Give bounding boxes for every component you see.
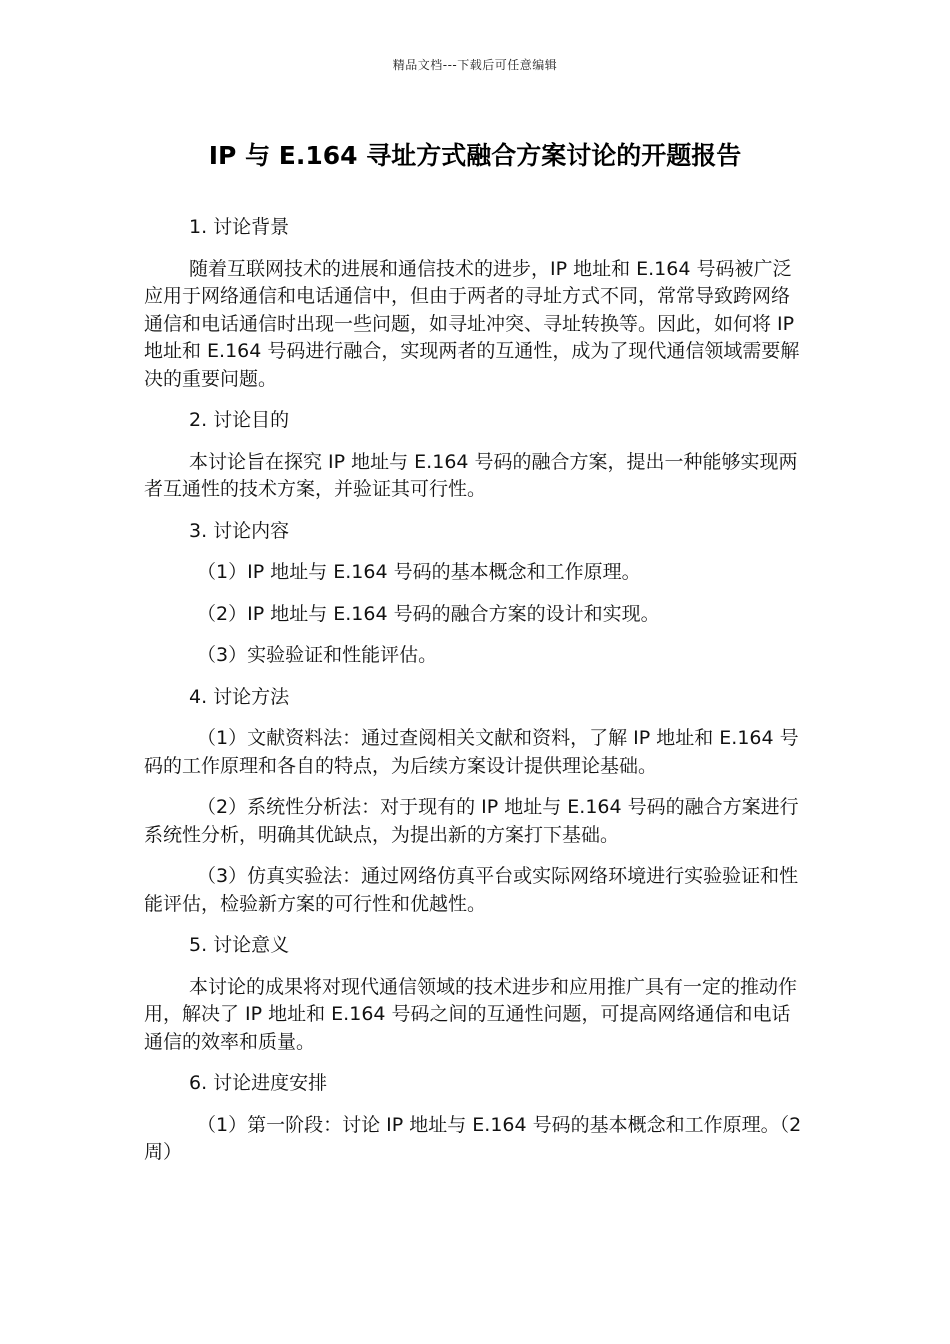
paragraph-significance: 本讨论的成果将对现代通信领域的技术进步和应用推广具有一定的推动作用，解决了 IP 地址和 E.164 号码之间的互通性问题，可提高网络通信和电话通信的效率和质量。 (144, 975, 798, 1053)
list-item: （1）文献资料法：通过查阅相关文献和资料，了解 IP 地址和 E.164 号码的工作原理和各自的特点，为后续方案设计提供理论基础。 (144, 727, 799, 777)
paragraph-background: 随着互联网技术的进展和通信技术的进步，IP 地址和 E.164 号码被广泛应用于网络通信和电话通信中，但由于两者的寻址方式不同，常常导致跨网络通信和电话通信时出现一些问题，如寻址冲突、寻址转换等。因此，如何将 IP 地址和 E.164 号码进行融合，实现两者的互通性，成为了现代通信领域需要解决的重要问题。 (144, 257, 800, 390)
section-heading-content: 3. 讨论内容 (189, 519, 290, 542)
section-heading-significance: 5. 讨论意义 (189, 934, 290, 956)
section-heading-methods: 4. 讨论方法 (189, 685, 290, 708)
list-item: （2）IP 地址与 E.164 号码的融合方案的设计和实现。 (197, 602, 660, 625)
list-item: （3）仿真实验法：通过网络仿真平台或实际网络环境进行实验验证和性能评估，检验新方案的可行性和优越性。 (144, 865, 799, 915)
paragraph-purpose: 本讨论旨在探究 IP 地址与 E.164 号码的融合方案，提出一种能够实现两者互通性的技术方案，并验证其可行性。 (144, 450, 798, 500)
list-item: （1）第一阶段：讨论 IP 地址与 E.164 号码的基本概念和工作原理。（2 周） (144, 1113, 802, 1163)
document-body (144, 214, 808, 1181)
section-heading-schedule: 6. 讨论进度安排 (189, 1072, 328, 1094)
section-heading-purpose: 2. 讨论目的 (189, 409, 290, 431)
document-title: IP 与 E.164 寻址方式融合方案讨论的开题报告 (208, 141, 742, 170)
section-heading-background: 1. 讨论背景 (189, 216, 290, 238)
list-item: （2）系统性分析法：对于现有的 IP 地址与 E.164 号码的融合方案进行系统性分析，明确其优缺点，为提出新的方案打下基础。 (144, 796, 799, 846)
list-item: （3）实验验证和性能评估。 (197, 644, 438, 666)
header-note: 精品文档---下载后可任意编辑 (392, 58, 558, 72)
list-item: （1）IP 地址与 E.164 号码的基本概念和工作原理。 (197, 561, 641, 583)
